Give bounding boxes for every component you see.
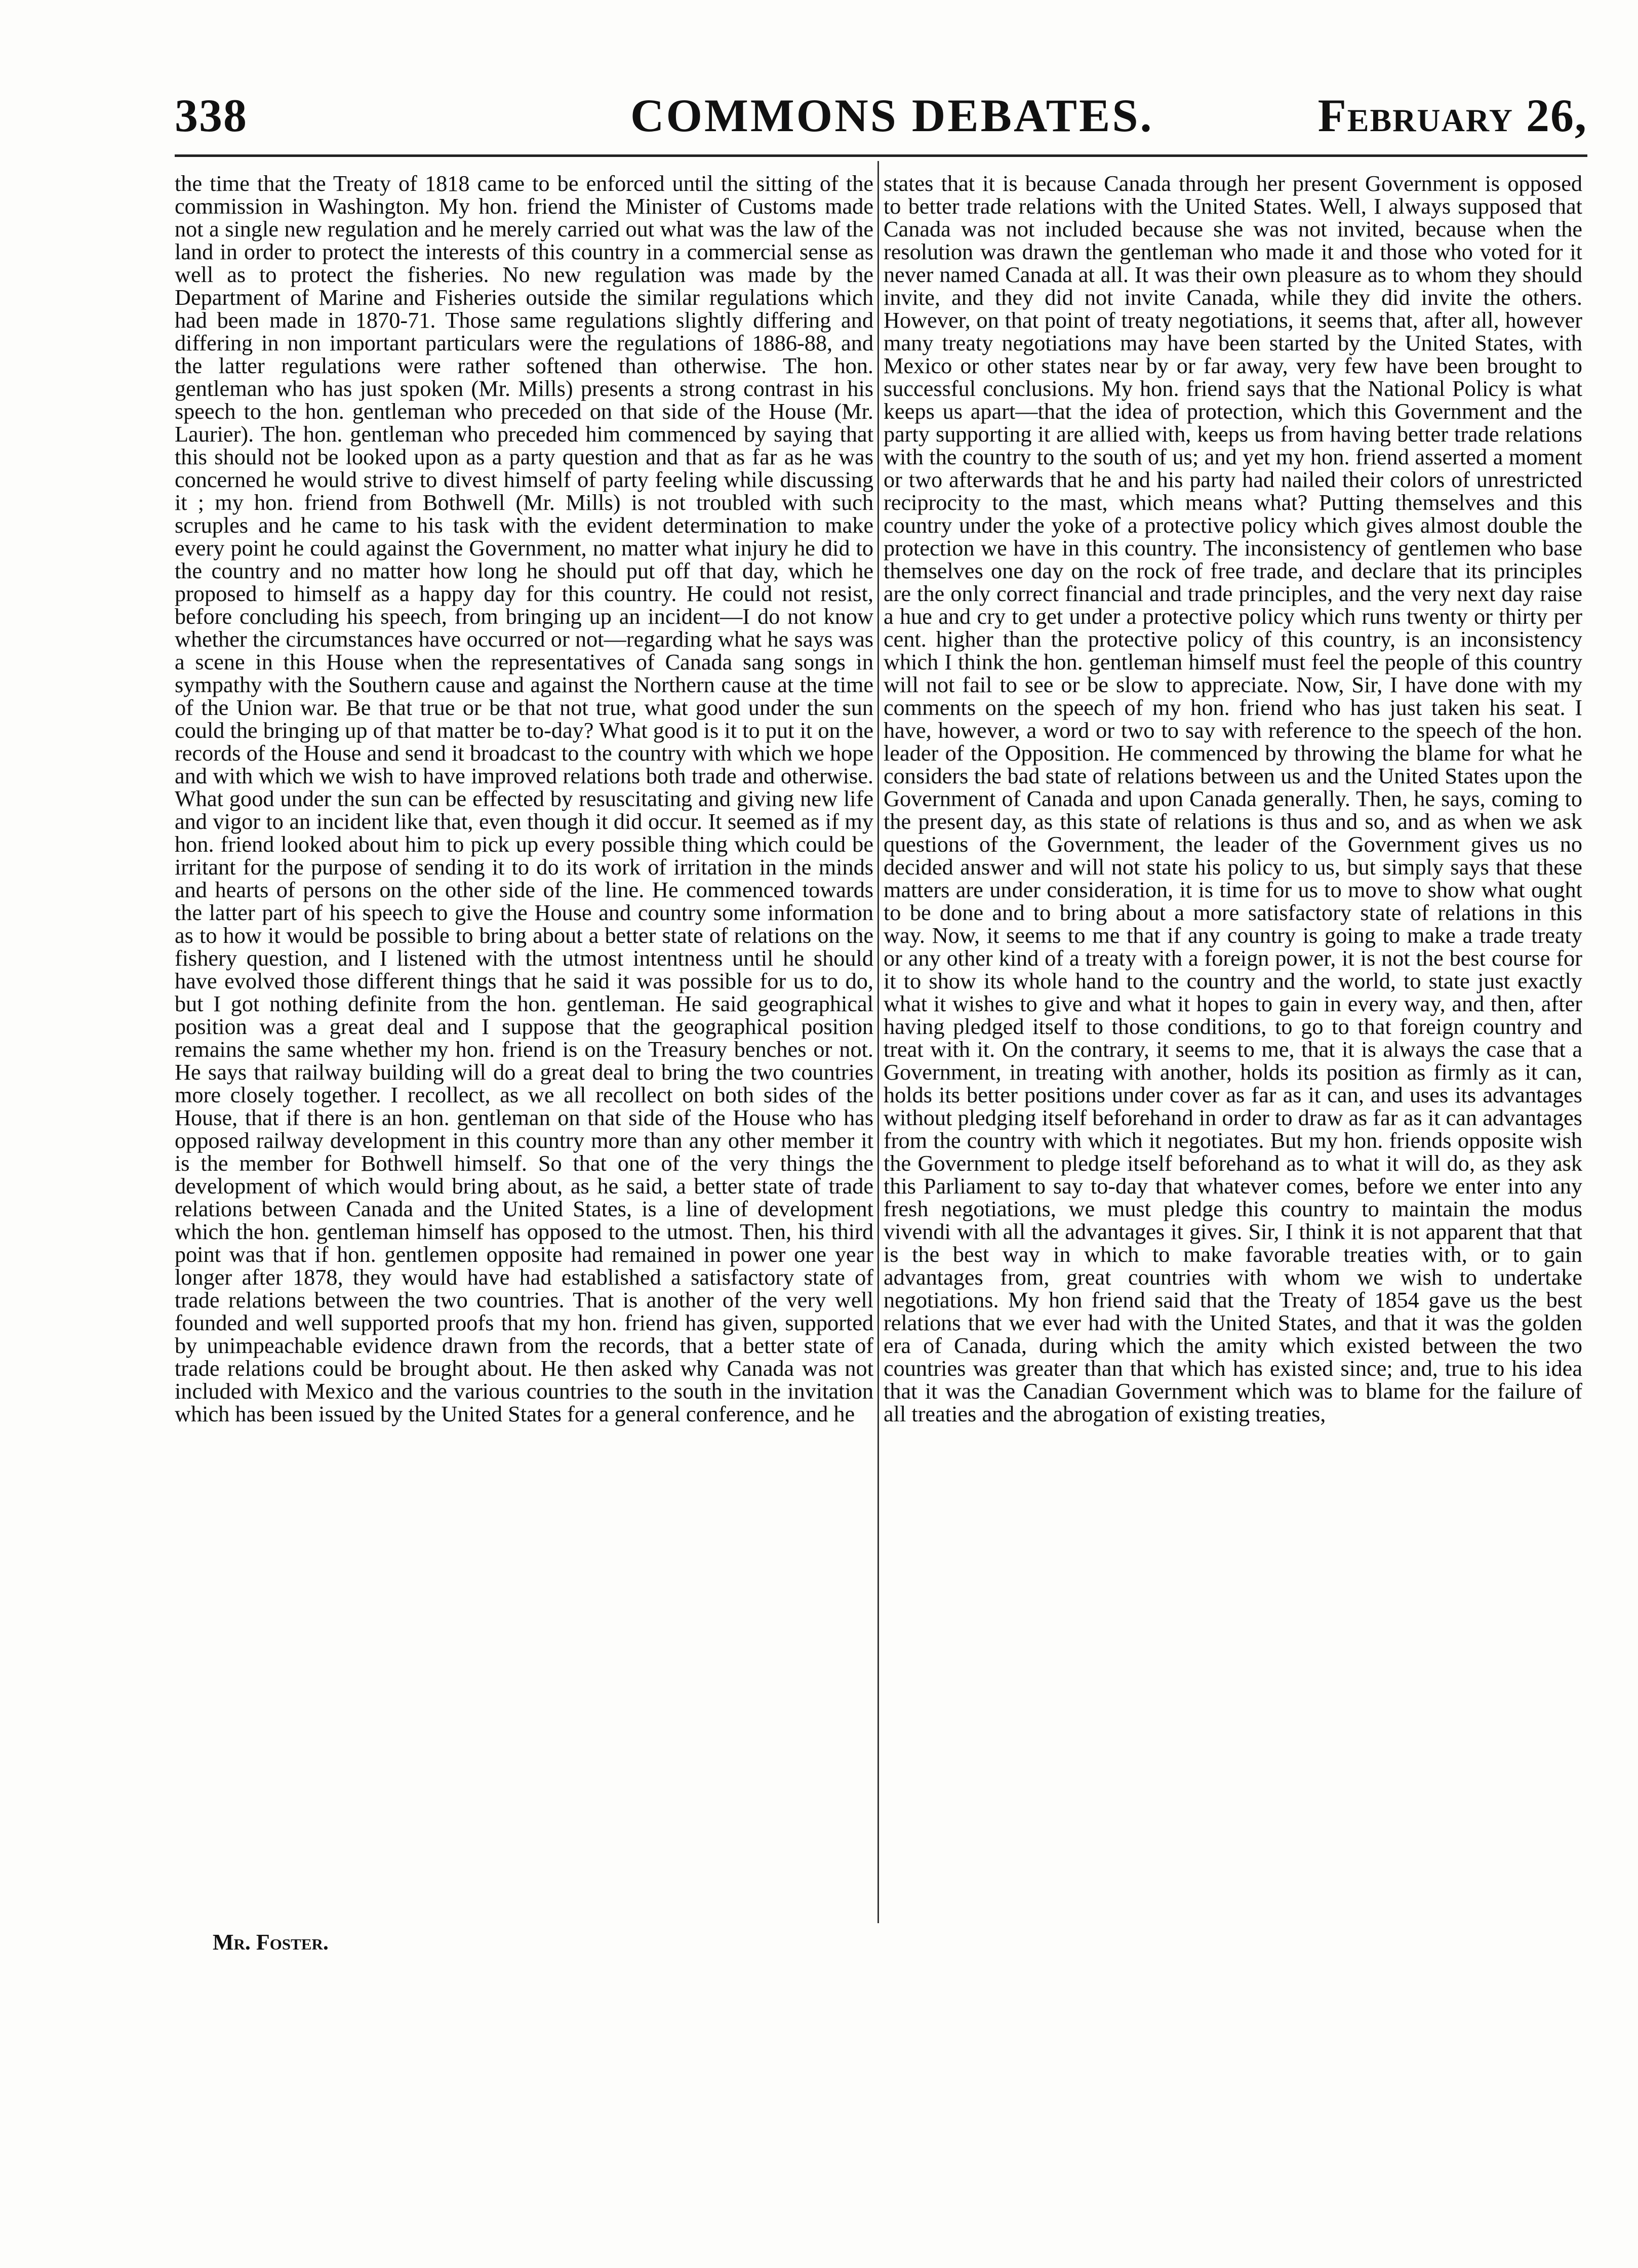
right-column — [884, 172, 1582, 1919]
left-column-text: the time that the Treaty of 1818 came to be enforced until the sitting of the commission in Washington. My hon. friend the Minister of Customs made not a single new regulation and he merely carried out what was the law of the land in order to protect the interests of this country in a commercial sense as well as to protect the fisheries. No new regulation was made by the Department of Marine and Fisheries outside the similar regulations which had been made in 1870-71. Those same regulations slightly differing and differing in non important particulars were the regulations of 1886-88, and the latter regulations were rather softened than otherwise. The hon. gentleman who has just spoken (Mr. Mills) presents a strong contrast in his speech to the hon. gentleman who preceded on that side of the House (Mr. Laurier). The hon. gentleman who preceded him commenced by saying that this should not be looked upon as a party question and that as far as he was concerned he would strive to divest himself of party feeling while discussing it ; my hon. friend from Bothwell (Mr. Mills) is not troubled with such scruples and he came to his task with the evident determination to make every point he could against the Government, no matter what injury he did to the country and no matter how long he should put off that day, which he proposed to himself as a happy day for this country. He could not resist, before concluding his speech, from bringing up an incident—I do not know whether the circumstances have occurred or not—regarding what he says was a scene in this House when the representatives of Canada sang songs in sympathy with the Southern cause and against the Northern cause at the time of the Union war. Be that true or be that not true, what good under the sun could the bringing up of that matter be to-day? What good is it to put it on the records of the House and send it broadcast to the country with which we hope and with which we wish to have improved relations both trade and otherwise. What good under the sun can be effected by resuscitating and giving new life and vigor to an incident like that, even though it did occur. It seemed as if my hon. friend looked about him to pick up every possible thing which could be irritant for the purpose of sending it to do its work of irritation in the minds and hearts of persons on the other side of the line. He commenced towards the latter part of his speech to give the House and country some information as to how it would be possible to bring about a better state of relations on the fishery question, and I listened with the utmost intentness until he should have evolved those different things that he said it was possible for us to do, but I got nothing definite from the hon. gentleman. He said geographical position was a great deal and I suppose that the geographical position remains the same whether my hon. friend is on the Treasury benches or not. He says that railway building will do a great deal to bring the two countries more closely together. I recollect, as we all recollect on both sides of the House, that if there is an hon. gentleman on that side of the House who has opposed railway development in this country more than any other member it is the member for Bothwell himself. So that one of the very things the development of which would bring about, as he said, a better state of trade relations between Canada and the United States, is a line of development which the hon. gentleman himself has opposed to the utmost. Then, his third point was that if hon. gentlemen opposite had remained in power one year longer after 1878, they would have had established a satisfactory state of trade relations between the two countries. That is another of the very well founded and well supported proofs that my hon. friend has given, supported by unimpeachable evidence drawn from the records, that a better state of trade relations could be brought about. He then asked why Canada was not included with Mexico and the various countries to the south in the invitation which has been issued by the United States for a general conference, and he — [175, 172, 873, 1426]
right-column-text: states that it is because Canada through her present Government is opposed to better trade relations with the United States. Well, I always supposed that Canada was not included because she was not invited, because when the resolution was drawn the gentleman who made it and those who voted for it never named Canada at all. It was their own pleasure as to whom they should invite, and they did not invite Canada, while they did invite the others. However, on that point of treaty negotiations, it seems that, after all, however many treaty negotiations may have been started by the United States, with Mexico or other states near by or far away, very few have been brought to successful conclusions. My hon. friend says that the National Policy is what keeps us apart—that the idea of protection, which this Government and the party supporting it are allied with, keeps us from having better trade relations with the country to the south of us; and yet my hon. friend asserted a moment or two afterwards that he and his party had nailed their colors of unrestricted reciprocity to the mast, which means what? Putting themselves and this country under the yoke of a protective policy which gives almost double the protection we have in this country. The inconsistency of gentlemen who base themselves one day on the rock of free trade, and declare that its principles are the only correct financial and trade principles, and the very next day raise a hue and cry to get under a protective policy which runs twenty or thirty per cent. higher than the protective policy of this country, is an inconsistency which I think the hon. gentleman himself must feel the people of this country will not fail to see or be slow to appreciate. Now, Sir, I have done with my comments on the speech of my hon. friend who has just taken his seat. I have, however, a word or two to say with reference to the speech of the hon. leader of the Opposition. He commenced by throwing the blame for what he considers the bad state of relations between us and the United States upon the Government of Canada and upon Canada generally. Then, he says, coming to the present day, as this state of relations is thus and so, and as when we ask questions of the Government, the leader of the Government gives us no decided answer and will not state his policy to us, but simply says that these matters are under consideration, it is time for us to move to show what ought to be done and to bring about a more satisfactory state of relations in this way. Now, it seems to me that if any country is going to make a trade treaty or any other kind of a treaty with a foreign power, it is not the best course for it to show its whole hand to the country and the world, to state just exactly what it wishes to give and what it hopes to gain in every way, and then, after having pledged itself to those conditions, to go to that foreign country and treat with it. On the contrary, it seems to me, that it is always the case that a Government, in treating with another, holds its position as firmly as it can, holds its better positions under cover as far as it can, and uses its advantages without pledging itself beforehand in order to draw as far as it can advantages from the country with which it negotiates. But my hon. friends opposite wish the Government to pledge itself beforehand as to what it will do, as they ask this Parliament to say to-day that whatever comes, before we enter into any fresh negotiations, we must pledge this country to maintain the modus vivendi with all the advantages it gives. Sir, I think it is not apparent that that is the best way in which to make favorable treaties with, or to gain advantages from, great countries with whom we wish to undertake negotiations. My hon friend said that the Treaty of 1854 gave us the best relations that we ever had with the United States, and that it was the golden era of Canada, during which the amity which existed between the two countries was greater than that which has existed since; and, true to his idea that it was the Canadian Government which was to blame for the failure of all treaties and the abrogation of existing treaties, — [884, 172, 1582, 1426]
column-divider — [877, 161, 879, 1923]
publication-title: COMMONS DEBATES. — [630, 90, 1154, 141]
header-rule — [175, 154, 1587, 157]
page-number: 338 — [175, 90, 248, 141]
page-header — [175, 89, 1587, 149]
page-date: February 26, — [1317, 90, 1587, 141]
left-column — [175, 172, 873, 1919]
speaker-footer: Mr. Foster. — [213, 1930, 329, 1955]
